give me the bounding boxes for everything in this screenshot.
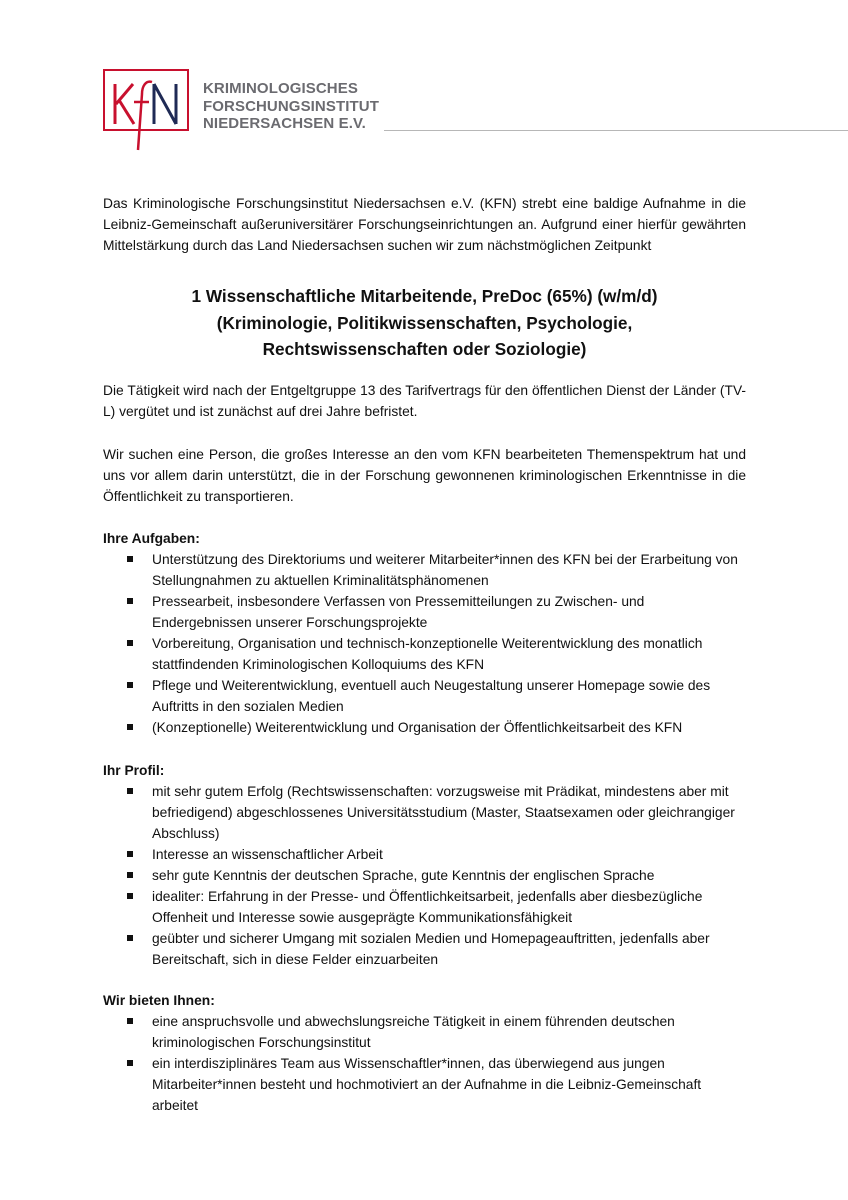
list-item-text: eine anspruchsvolle und abwechslungsreiche Tätigkeit in einem führenden deutschen kriminologischen Forschungsinstitut [152,1014,675,1050]
kfn-logo [103,66,193,152]
list-item [103,844,746,865]
bullet-icon [127,851,133,857]
bieten-heading: Wir bieten Ihnen: [103,993,215,1008]
list-item-text: ein interdisziplinäres Team aus Wissenschaftler*innen, das überwiegend aus jungen Mitarbeiter*innen besteht und hochmotiviert an der Aufnahme in die Leibniz-Gemeinschaft arbeitet [152,1056,702,1113]
profil-heading: Ihr Profil: [103,763,165,778]
bullet-icon [127,724,133,730]
list-item-text: (Konzeptionelle) Weiterentwicklung und Organisation der Öffentlichkeitsarbeit des KFN [152,720,683,735]
list-item-text: Interesse an wissenschaftlicher Arbeit [152,847,383,862]
profil-list [103,781,746,970]
list-item-text: mit sehr gutem Erfolg (Rechtswissenschaften: vorzugsweise mit Prädikat, mindestens aber mit befriedigend) abgeschlossenes Universitätsstudium (Master, Staatsexamen oder gleichrangiger Abschluss) [152,784,735,841]
list-item-text: idealiter: Erfahrung in der Presse- und Öffentlichkeitsarbeit, jedenfalls aber diesbezügliche Offenheit und Interesse sowie ausgeprägte Kommunikationsfähigkeit [152,889,703,925]
list-item [103,549,746,591]
list-item-text: sehr gute Kenntnis der deutschen Sprache, gute Kenntnis der englischen Sprache [152,868,655,883]
list-item-text: Vorbereitung, Organisation und technisch-konzeptionelle Weiterentwicklung des monatlich stattfindenden Kriminologischen Kolloquiums des KFN [152,636,703,672]
bullet-icon [127,893,133,899]
bullet-icon [127,598,133,604]
list-item [103,886,746,928]
header-divider [384,130,848,131]
list-item-text: Unterstützung des Direktoriums und weiterer Mitarbeiter*innen des KFN bei der Erarbeitung von Stellungnahmen zu aktuellen Kriminalitätsphänomenen [152,552,738,588]
profile-summary-paragraph: Wir suchen eine Person, die großes Interesse an den vom KFN bearbeiteten Themenspektrum hat und uns vor allem darin unterstützt, die in der Forschung gewonnenen kriminologischen Erkenntnisse in die Öffentlichkeit zu transportieren. [103,447,746,504]
list-item [103,781,746,844]
aufgaben-list [103,549,746,738]
list-item [103,1011,746,1053]
bullet-icon [127,788,133,794]
org-name-line-2: FORSCHUNGSINSTITUT [203,97,379,115]
organization-name [203,80,379,133]
list-item-text: geübter und sicherer Umgang mit sozialen Medien und Homepageauftritten, jedenfalls aber Bereitschaft, sich in diese Felder einzuarbeiten [152,931,710,967]
list-item-text: Pflege und Weiterentwicklung, eventuell auch Neugestaltung unserer Homepage sowie des Auftritts in den sozialen Medien [152,678,711,714]
list-item-text: Pressearbeit, insbesondere Verfassen von Pressemitteilungen zu Zwischen- und Endergebnissen unserer Forschungsprojekte [152,594,645,630]
list-item [103,675,746,717]
bullet-icon [127,1018,133,1024]
job-title-line-3: Rechtswissenschaften oder Soziologie) [262,339,587,359]
bieten-list [103,1011,746,1116]
list-item [103,633,746,675]
org-name-line-3: NIEDERSACHSEN E.V. [203,115,366,132]
bullet-icon [127,682,133,688]
list-item [103,1053,746,1116]
bullet-icon [127,935,133,941]
list-item [103,928,746,970]
list-item [103,717,746,738]
bullet-icon [127,640,133,646]
salary-paragraph: Die Tätigkeit wird nach der Entgeltgruppe 13 des Tarifvertrags für den öffentlichen Dienst der Länder (TV-L) vergütet und ist zunächst auf drei Jahre befristet. [103,383,746,419]
intro-paragraph: Das Kriminologische Forschungsinstitut Niedersachsen e.V. (KFN) strebt eine baldige Aufnahme in die Leibniz-Gemeinschaft außeruniversitärer Forschungseinrichtungen an. Aufgrund einer hierfür gewährten Mittelstärkung durch das Land Niedersachsen suchen wir zum nächstmöglichen Zeitpunkt [103,196,746,253]
list-item [103,591,746,633]
bullet-icon [127,872,133,878]
bullet-icon [127,556,133,562]
org-name-line-1: KRIMINOLOGISCHES [203,80,358,97]
job-title-line-1: 1 Wissenschaftliche Mitarbeitende, PreDoc (65%) (w/m/d) [191,286,658,306]
aufgaben-heading: Ihre Aufgaben: [103,531,200,546]
list-item [103,865,746,886]
job-title [103,283,746,363]
bullet-icon [127,1060,133,1066]
job-title-line-2: (Kriminologie, Politikwissenschaften, Psychologie, [216,312,633,333]
